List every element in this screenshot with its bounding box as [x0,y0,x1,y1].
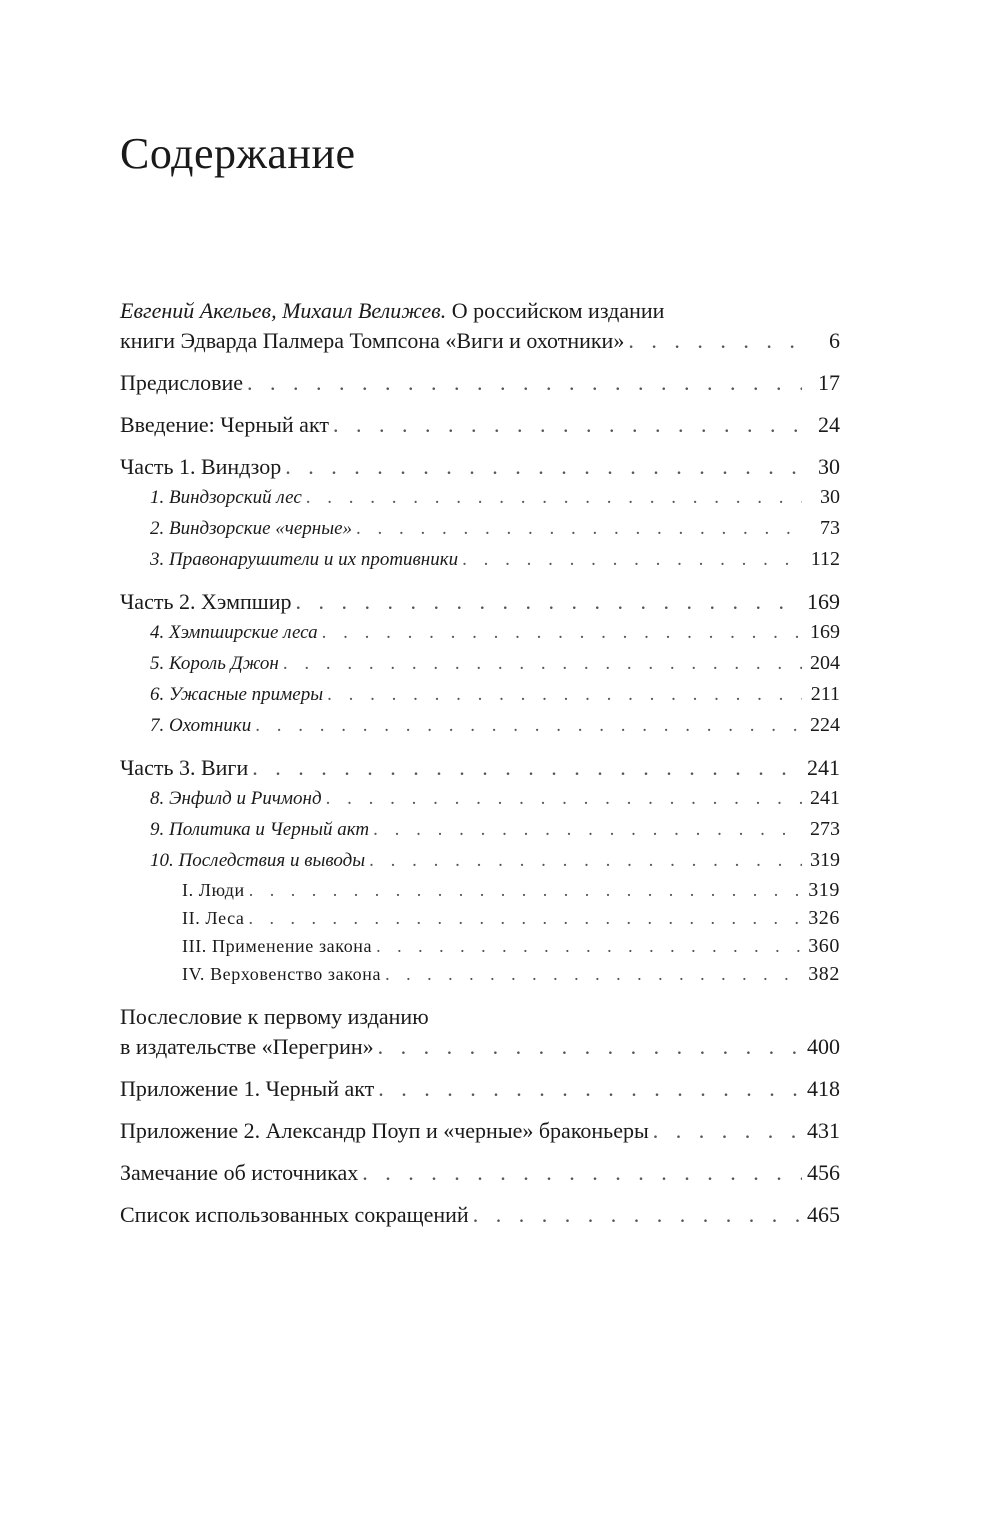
toc-entry-chapter-6[interactable] [120,679,840,710]
toc-entry-chapter-7[interactable] [120,710,840,741]
toc-entry-section-4[interactable] [120,960,840,988]
dot-leader [327,680,802,710]
toc-page-number: 169 [807,589,840,614]
toc-entry-chapter-10[interactable] [120,845,840,876]
toc-entry-chapter-4[interactable] [120,617,840,648]
dot-leader [285,452,802,482]
dot-leader [326,784,802,814]
dot-leader [362,1158,802,1188]
toc-entry-chapter-9[interactable] [120,814,840,845]
toc-page-number: 112 [810,548,840,570]
toc-entry-text: 5. Король Джон [150,653,279,674]
dot-leader [378,1074,802,1104]
toc-entry-text: Предисловие [120,370,243,395]
toc-page-number: 30 [820,486,840,508]
dot-leader [333,410,802,440]
toc-entry-part3[interactable] [120,753,840,783]
page-title: Содержание [120,129,356,178]
toc-entry-text: Список использованных сокращений [120,1202,469,1227]
toc-entry-text: книги Эдварда Палмера Томпсона «Виги и охотники» [120,328,625,353]
toc-entry-section-2[interactable] [120,904,840,932]
toc-page-number: 456 [807,1160,840,1185]
toc-entry-appendix-1[interactable] [120,1074,840,1104]
toc-entry-text: 4. Хэмпширские леса [150,622,318,643]
toc-page-number: 360 [808,935,840,957]
toc-entry-text: Введение: Черный акт [120,412,329,437]
dot-leader [462,545,802,575]
toc-entry-chapter-2[interactable] [120,513,840,544]
toc-entry-text: IV. Верховенство закона [182,964,382,984]
dot-leader [473,1200,802,1230]
dot-leader [356,514,802,544]
toc-page-number: 30 [818,454,840,479]
toc-page-number: 6 [829,328,840,353]
toc-entry-appendix-2[interactable] [120,1116,840,1146]
toc-entry-chapter-1[interactable] [120,482,840,513]
toc-entry-intro[interactable] [120,326,840,356]
toc-entry-text: 10. Последствия и выводы [150,850,366,871]
dot-leader [249,904,802,932]
dot-leader [322,618,802,648]
toc-entry-intro-line1 [120,296,840,326]
toc-entry-text: 1. Виндзорский лес [150,487,302,508]
toc-page-number: 211 [810,683,840,705]
toc-page-number: 24 [818,412,840,437]
toc-entry-introduction[interactable] [120,410,840,440]
toc-page-number: 326 [808,907,840,929]
toc-entry-afterword[interactable] [120,1032,840,1062]
toc-page-number: 319 [808,879,840,901]
dot-leader [369,846,802,876]
toc-page-number: 431 [807,1118,840,1143]
toc-entry-chapter-8[interactable] [120,783,840,814]
toc-entry-part1[interactable] [120,452,840,482]
toc-page-number: 241 [807,755,840,780]
dot-leader [385,960,802,988]
toc-entry-text: Часть 3. Виги [120,755,249,780]
dot-leader [249,876,802,904]
toc-entry-abbreviations[interactable] [120,1200,840,1230]
toc-page-number: 204 [810,652,840,674]
toc-entry-text: 2. Виндзорские «черные» [150,518,353,539]
dot-leader [283,649,802,679]
toc-page-number: 418 [807,1076,840,1101]
toc-entry-sources[interactable] [120,1158,840,1188]
toc-entry-text: 6. Ужасные примеры [150,684,324,705]
toc-page-number: 319 [810,849,840,871]
dot-leader [376,932,802,960]
toc-entry-text: Часть 2. Хэмпшир [120,589,292,614]
toc-page-number: 224 [810,714,840,736]
toc-page-number: 400 [807,1034,840,1059]
toc-entry-text: 7. Охотники [150,715,252,736]
toc-entry-text: в издательстве «Перегрин» [120,1034,374,1059]
toc-entry-text: 8. Энфилд и Ричмонд [150,788,322,809]
toc-entry-chapter-5[interactable] [120,648,840,679]
toc-page-number: 169 [810,621,840,643]
toc-entry-part2[interactable] [120,587,840,617]
toc-entry-text: II. Леса [182,908,245,928]
toc-entry-text: 3. Правонарушители и их противники [150,549,459,570]
toc-entry-preface[interactable] [120,368,840,398]
dot-leader [247,368,802,398]
table-of-contents [120,296,840,1230]
toc-entry-text: III. Применение закона [182,936,373,956]
toc-entry-afterword-line1: Послесловие к первому изданию [120,1004,429,1029]
toc-page-number: 273 [810,818,840,840]
dot-leader [378,1032,802,1062]
toc-page-number: 17 [818,370,840,395]
dot-leader [252,753,802,783]
toc-entry-authors: Евгений Акельев, Михаил Велижев. [120,298,447,323]
toc-page-number: 73 [820,517,840,539]
dot-leader [373,815,802,845]
toc-page-number: 465 [807,1202,840,1227]
dot-leader [296,587,802,617]
toc-entry-chapter-3[interactable] [120,544,840,575]
dot-leader [653,1116,802,1146]
toc-page-number: 241 [810,787,840,809]
toc-page-number: 382 [808,963,840,985]
dot-leader [306,483,802,513]
toc-entry-section-1[interactable] [120,876,840,904]
toc-entry-section-3[interactable] [120,932,840,960]
toc-entry-text: Приложение 1. Черный акт [120,1076,375,1101]
dot-leader [628,326,802,356]
dot-leader [255,711,802,741]
toc-entry-intro-title-part1: О российском издании [451,298,665,323]
toc-entry-text: Замечание об источниках [120,1160,359,1185]
toc-entry-text: Приложение 2. Александр Поуп и «черные» браконьеры [120,1118,649,1143]
toc-entry-text: 9. Политика и Черный акт [150,819,370,840]
toc-entry-text: Часть 1. Виндзор [120,454,282,479]
toc-entry-text: I. Люди [182,880,245,900]
